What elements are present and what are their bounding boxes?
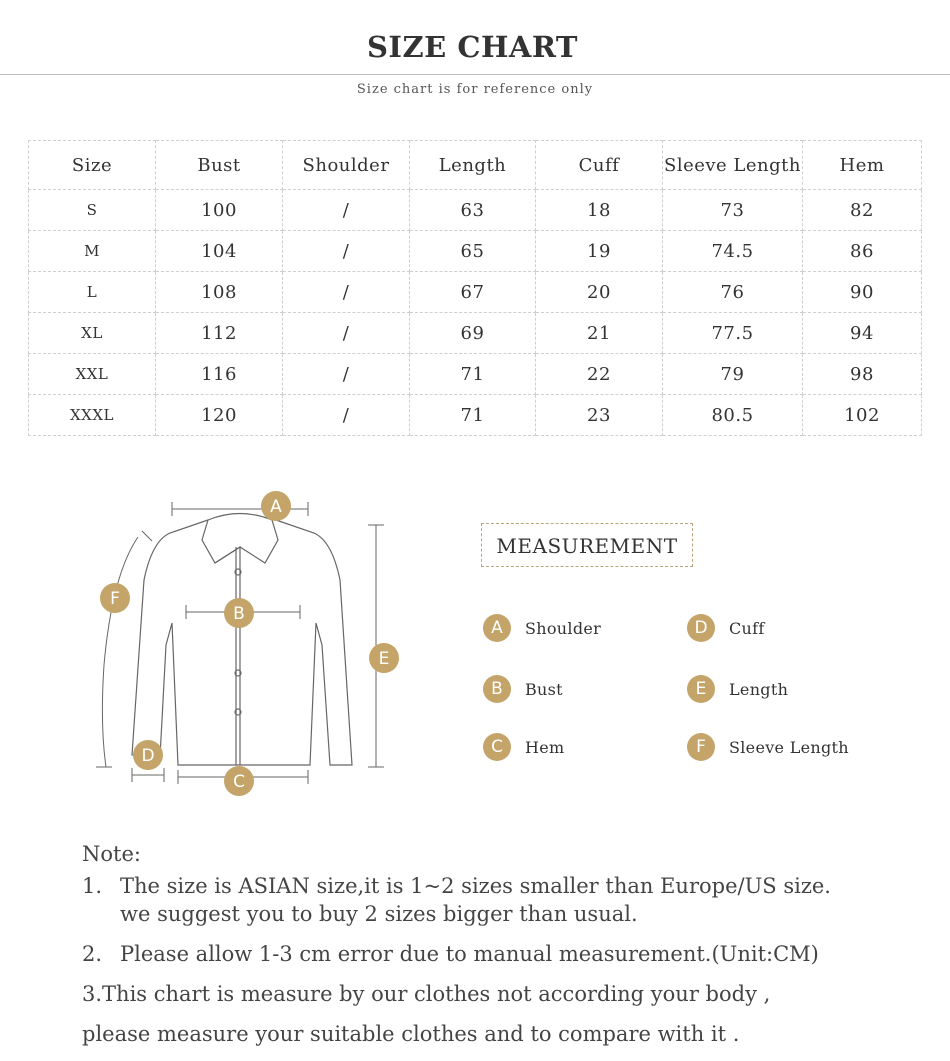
table-cell: 102 [803, 395, 922, 436]
column-header: Bust [156, 141, 283, 190]
column-header: Shoulder [283, 141, 410, 190]
legend-badge: E [687, 675, 715, 703]
size-table [28, 140, 922, 436]
table-cell: 23 [536, 395, 663, 436]
legend-badge: A [483, 614, 511, 642]
table-cell: M [29, 231, 156, 272]
table-cell: 22 [536, 354, 663, 395]
table-row [29, 354, 922, 395]
table-cell: 116 [156, 354, 283, 395]
column-header: Cuff [536, 141, 663, 190]
legend-item-length [687, 675, 788, 703]
table-row [29, 395, 922, 436]
table-cell: 19 [536, 231, 663, 272]
table-cell: 104 [156, 231, 283, 272]
table-cell: 21 [536, 313, 663, 354]
table-cell: / [283, 354, 410, 395]
table-cell: 67 [410, 272, 536, 313]
note-3-line-1: 3.This chart is measure by our clothes not according your body , [82, 982, 771, 1006]
legend-badge: B [483, 675, 511, 703]
legend-badge: F [687, 733, 715, 761]
table-cell: XXXL [29, 395, 156, 436]
table-cell: / [283, 313, 410, 354]
legend-badge: D [687, 614, 715, 642]
table-cell: 100 [156, 190, 283, 231]
table-cell: 79 [663, 354, 803, 395]
table-cell: XL [29, 313, 156, 354]
title-divider [0, 74, 950, 75]
column-header: Length [410, 141, 536, 190]
column-header: Hem [803, 141, 922, 190]
table-cell: 98 [803, 354, 922, 395]
svg-text:C: C [233, 772, 245, 792]
marker-e [369, 643, 399, 673]
table-cell: 94 [803, 313, 922, 354]
table-header-row [29, 141, 922, 190]
table-cell: 82 [803, 190, 922, 231]
legend-label: Cuff [729, 618, 765, 638]
table-cell: 18 [536, 190, 663, 231]
svg-text:E: E [378, 649, 390, 669]
table-cell: 71 [410, 354, 536, 395]
legend-label: Shoulder [525, 618, 602, 638]
table-row [29, 272, 922, 313]
legend-item-bust [483, 675, 563, 703]
svg-text:F: F [110, 589, 120, 609]
table-cell: 65 [410, 231, 536, 272]
page-title: SIZE CHART [366, 30, 579, 64]
marker-f [100, 583, 130, 613]
page-subtitle: Size chart is for reference only [356, 82, 594, 97]
note-1-line-2: we suggest you to buy 2 sizes bigger than usual. [120, 902, 638, 926]
table-cell: / [283, 272, 410, 313]
table-cell: 120 [156, 395, 283, 436]
table-row [29, 231, 922, 272]
table-cell: 86 [803, 231, 922, 272]
legend-label: Bust [525, 679, 563, 699]
note-1-number: 1. [82, 874, 103, 898]
table-cell: / [283, 395, 410, 436]
column-header: Sleeve Length [663, 141, 803, 190]
table-cell: 74.5 [663, 231, 803, 272]
table-cell: L [29, 272, 156, 313]
shirt-diagram [90, 485, 410, 805]
table-cell: 90 [803, 272, 922, 313]
svg-text:A: A [270, 497, 282, 517]
table-cell: 108 [156, 272, 283, 313]
table-cell: / [283, 231, 410, 272]
marker-d [133, 740, 163, 770]
table-cell: S [29, 190, 156, 231]
table-cell: 73 [663, 190, 803, 231]
table-cell: 76 [663, 272, 803, 313]
notes-heading: Note: [82, 842, 141, 866]
table-cell: 20 [536, 272, 663, 313]
legend-label: Sleeve Length [729, 737, 849, 757]
shirt-outline-icon [132, 514, 352, 766]
legend-item-shoulder [483, 614, 601, 642]
legend-item-hem [483, 733, 565, 761]
note-2-line: Please allow 1-3 cm error due to manual measurement.(Unit:CM) [120, 942, 819, 966]
legend-badge: C [483, 733, 511, 761]
table-cell: / [283, 190, 410, 231]
note-2-number: 2. [82, 942, 103, 966]
table-cell: XXL [29, 354, 156, 395]
marker-b [224, 598, 254, 628]
table-cell: 80.5 [663, 395, 803, 436]
measurement-title: MEASUREMENT [481, 523, 693, 567]
table-cell: 69 [410, 313, 536, 354]
legend-label: Hem [525, 737, 565, 757]
table-cell: 71 [410, 395, 536, 436]
note-1-line-1: The size is ASIAN size,it is 1~2 sizes smaller than Europe/US size. [120, 874, 831, 898]
table-row [29, 313, 922, 354]
marker-a [261, 491, 291, 521]
table-cell: 77.5 [663, 313, 803, 354]
legend-item-sleeve-length [687, 733, 849, 761]
table-row [29, 190, 922, 231]
legend-label: Length [729, 679, 789, 699]
column-header: Size [29, 141, 156, 190]
svg-text:D: D [141, 746, 155, 766]
legend-item-cuff [687, 614, 765, 642]
note-3-line-2: please measure your suitable clothes and to compare with it . [82, 1022, 740, 1046]
marker-c [224, 766, 254, 796]
table-cell: 112 [156, 313, 283, 354]
table-cell: 63 [410, 190, 536, 231]
svg-text:B: B [233, 604, 245, 624]
